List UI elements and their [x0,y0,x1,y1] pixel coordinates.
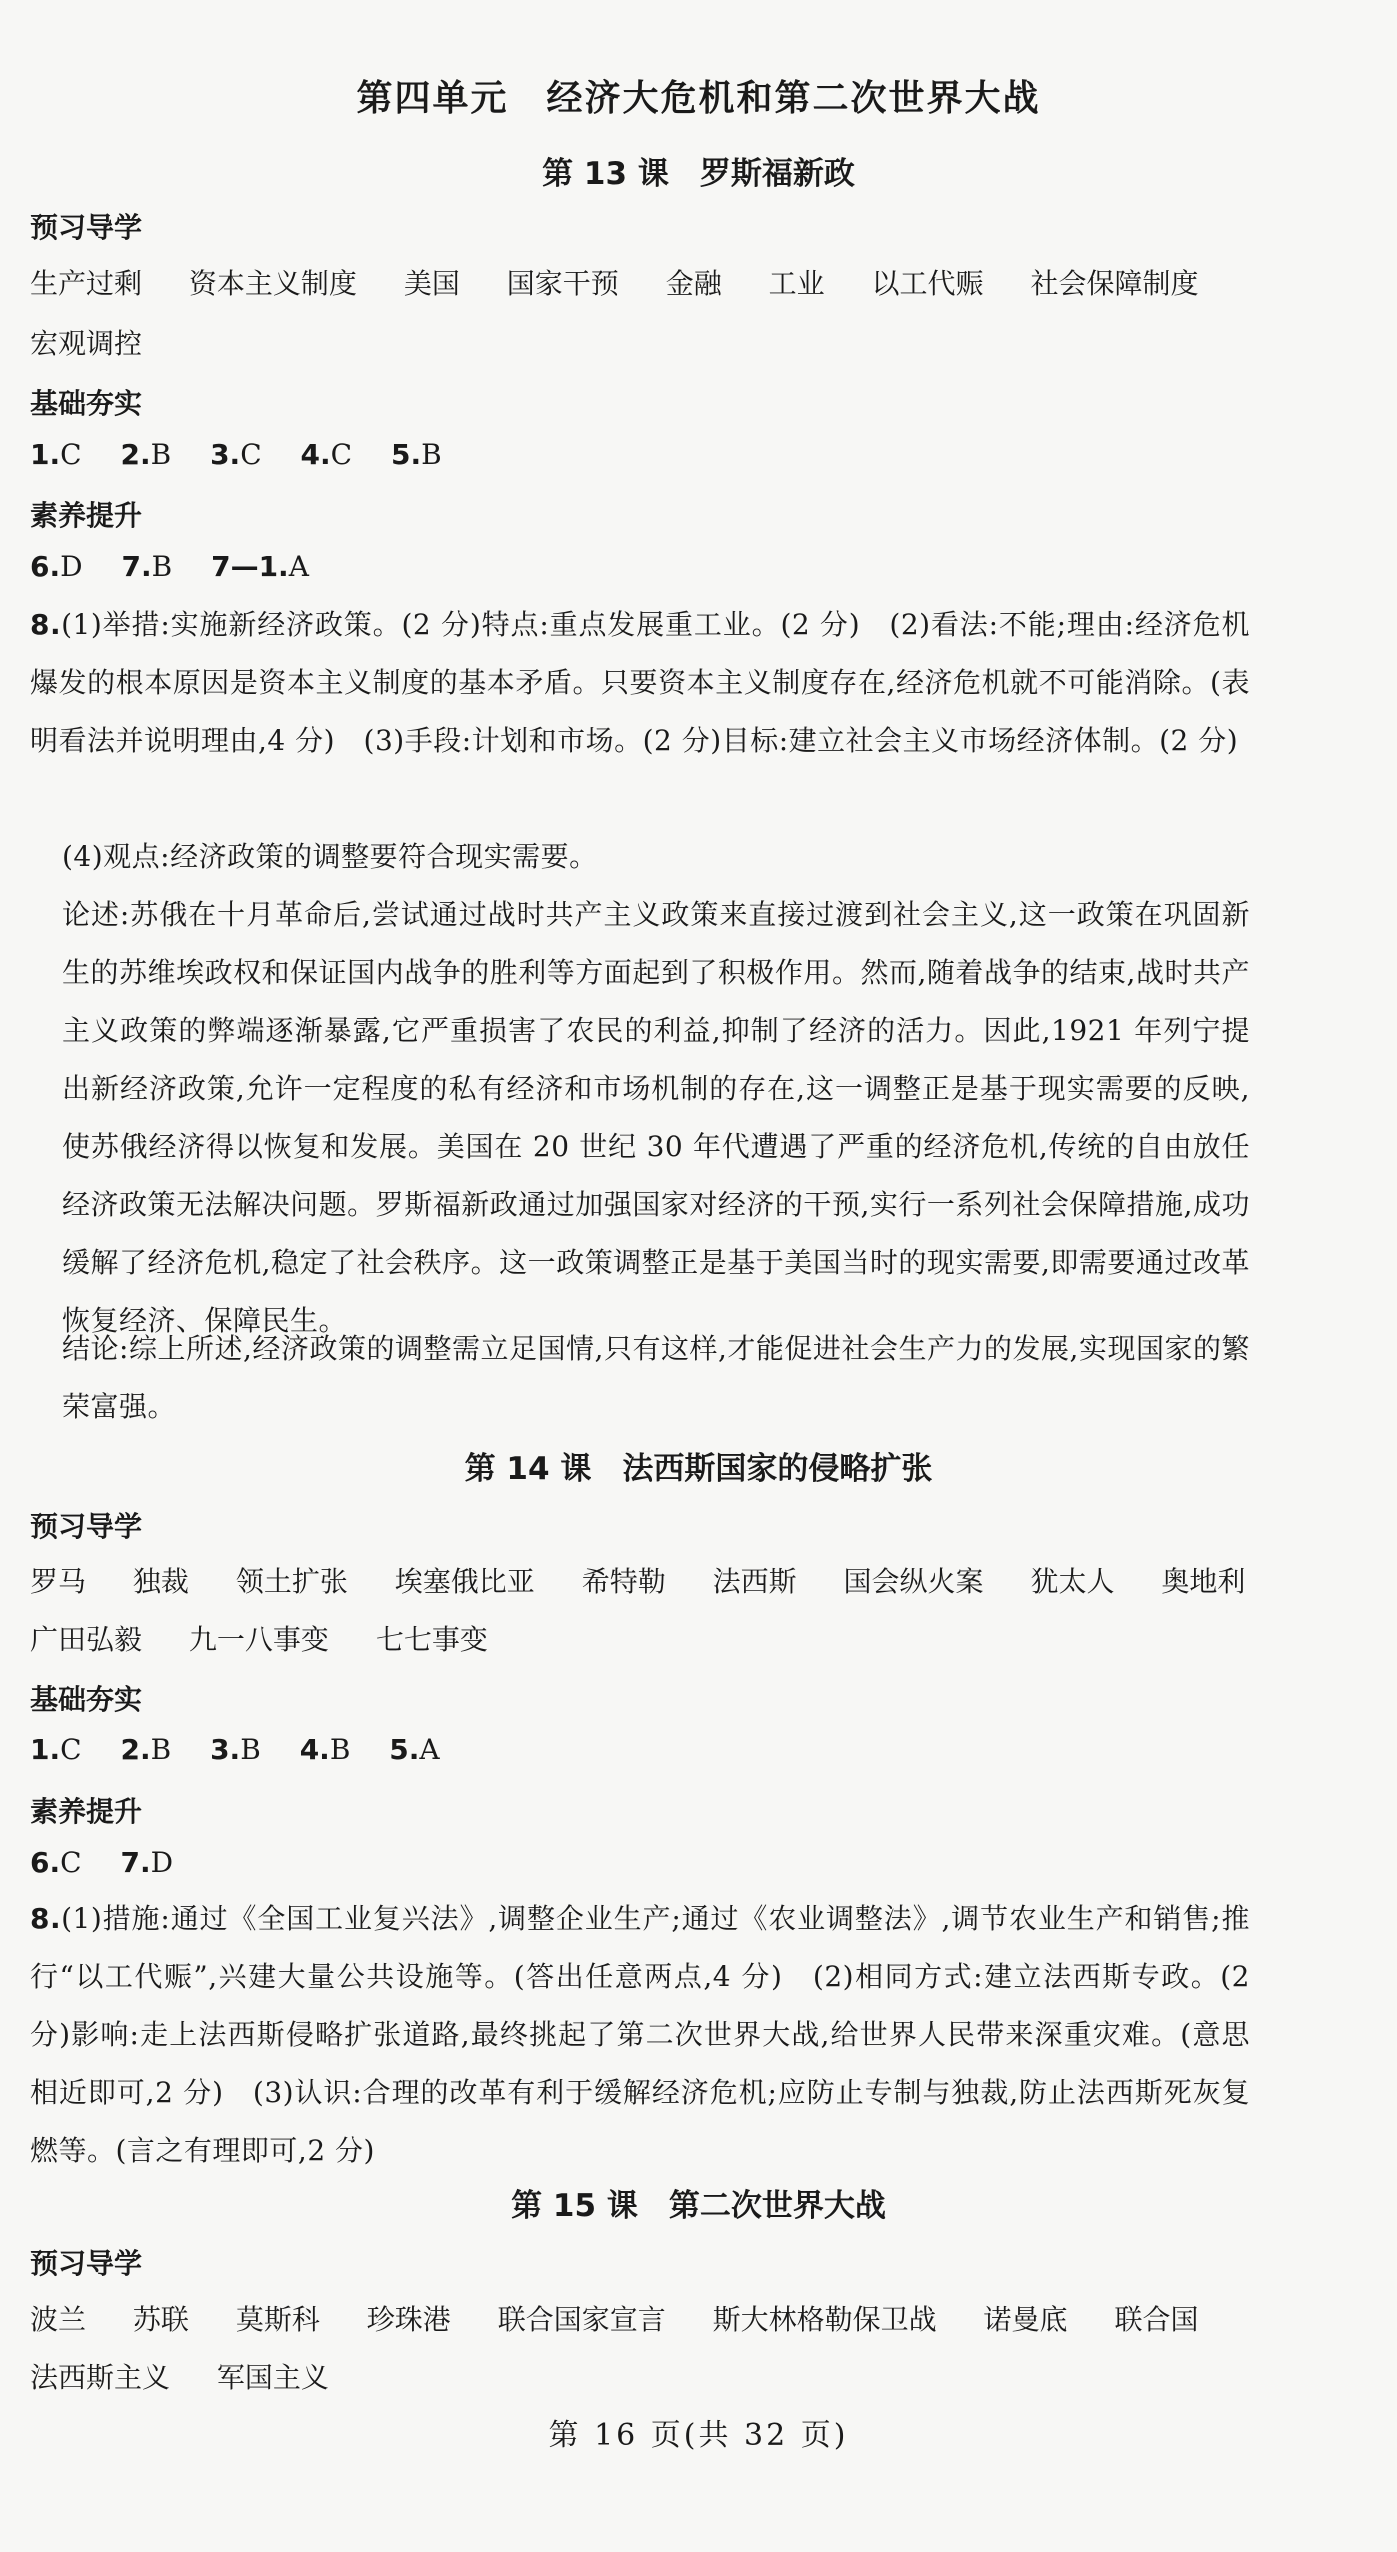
term: 苏联 [132,2303,189,2336]
lesson-15-preview-label: 预习导学 [30,2247,143,2280]
lesson-13-q8-conclusion: 结论:综上所述,经济政策的调整需立足国情,只有这样,才能促进社会生产力的发展,实现国家的繁荣富强。 [62,1332,1250,1423]
term: 埃塞俄比亚 [394,1565,535,1598]
answer-item: 2.B [120,438,172,471]
term: 国家干预 [506,267,619,300]
lesson-13-preview-label: 预习导学 [30,211,143,244]
answer-item: 4.B [299,1733,351,1766]
answer-item: 2.B [120,1733,172,1766]
lesson-14-improve-answers [30,1846,203,1879]
term: 国会纵火案 [843,1565,984,1598]
answer-item: 3.C [210,438,262,471]
term: 诺曼底 [983,2303,1068,2336]
term: 工业 [768,267,825,300]
lesson-13-q8: 8.(1)举措:实施新经济政策。(2 分)特点:重点发展重工业。(2 分) (2)看法:不能;理由:经济危机爆发的根本原因是资本主义制度的基本矛盾。只要资本主义制度存在,经济危机就不可能消除。(表明看法并说明理由,4 分) (3)手段:计划和市场。(2 分)目标:建立社会主义市场经济体制。(2 分) [30,608,1250,757]
term: 法西斯 [712,1565,797,1598]
answer-item: 4.C [300,438,353,471]
lesson-13-basic-label: 基础夯实 [30,387,143,420]
answer-item: 3.B [210,1733,261,1766]
lesson-14-preview-terms-line2 [30,1618,526,1658]
lesson-13-improve-answers [30,550,339,583]
term: 宏观调控 [30,327,143,360]
term: 资本主义制度 [188,267,357,300]
term: 珍珠港 [366,2303,451,2336]
term: 以工代赈 [871,267,984,300]
term: 军国主义 [216,2361,329,2394]
term: 领土扩张 [235,1565,348,1598]
term: 联合国 [1114,2303,1199,2336]
answer-item: 1.C [30,1733,82,1766]
term: 莫斯科 [235,2303,320,2336]
lesson-15-preview-terms [30,2298,1236,2338]
lesson-13-improve-label: 素养提升 [30,499,143,532]
answer-item: 5.B [391,438,442,471]
term: 九一八事变 [188,1623,329,1656]
lesson-13-q8-argument: 论述:苏俄在十月革命后,尝试通过战时共产主义政策来直接过渡到社会主义,这一政策在巩固新生的苏维埃政权和保证国内战争的胜利等方面起到了积极作用。然而,随着战争的结束,战时共产主义政策的弊端逐渐暴露,它严重损害了农民的利益,抑制了经济的活力。因此,1921 年列宁提出新经济政策,允许一定程度的私有经济和市场机制的存在,这一调整正是基于现实需要的反映,使苏俄经济得以恢复和发展。美国在 20 世纪 30 年代遭遇了严重的经济危机,传统的自由放任经济政策无法解决问题。罗斯福新政通过加强国家对经济的干预,实行一系列社会保障措施,成功缓解了经济危机,稳定了社会秩序。这一政策调整正是基于美国当时的现实需要,即需要通过改革恢复经济、保障民生。 [62,898,1250,1337]
term: 罗马 [30,1565,87,1598]
term: 社会保障制度 [1030,267,1199,300]
answer-item: 7.D [120,1846,174,1879]
term: 独裁 [132,1565,189,1598]
answer-item: 6.D [30,550,83,583]
term: 联合国家宣言 [497,2303,666,2336]
answer-item: 5.A [389,1733,440,1766]
lesson-14-improve-label: 素养提升 [30,1795,143,1828]
lesson-13-preview-terms [30,262,1236,302]
lesson-14-preview-terms [30,1560,1283,1600]
lesson-14-basic-label: 基础夯实 [30,1683,143,1716]
term: 生产过剩 [30,267,143,300]
term: 广田弘毅 [30,1623,143,1656]
term: 法西斯主义 [30,2361,171,2394]
lesson-14-q8: 8.(1)措施:通过《全国工业复兴法》,调整企业生产;通过《农业调整法》,调节农业生产和销售;推行“以工代赈”,兴建大量公共设施等。(答出任意两点,4 分) (2)相同方式:建立法西斯专政。(2 分)影响:走上法西斯侵略扩张道路,最终挑起了第二次世界大战,给世界人民带来深重灾难。(意思相近即可,2 分) (3)认识:合理的改革有利于缓解经济危机;应防止专制与独裁,防止法西斯死灰复燃等。(言之有理即可,2 分) [30,1902,1250,2167]
answer-item: 7.B [121,550,173,583]
lesson-15-title: 第 15 课 第二次世界大战 [511,2188,886,2224]
term: 奥地利 [1161,1565,1246,1598]
lesson-13-basic-answers [30,438,472,471]
page-footer: 第 16 页(共 32 页) [548,2418,849,2453]
term: 美国 [403,267,460,300]
answer-item: 7—1.A [211,550,309,583]
term: 斯大林格勒保卫战 [712,2303,937,2336]
term: 波兰 [30,2303,87,2336]
answer-item: 6.C [30,1846,82,1879]
answer-item: 1.C [30,438,82,471]
lesson-14-title: 第 14 课 法西斯国家的侵略扩张 [464,1451,933,1487]
unit-title: 第四单元 经济大危机和第二次世界大战 [356,78,1041,119]
lesson-15-preview-terms-line2 [30,2356,367,2396]
lesson-13-q8-part4: (4)观点:经济政策的调整要符合现实需要。 [62,840,598,873]
lesson-13-preview-terms-line2 [30,322,180,362]
term: 希特勒 [581,1565,666,1598]
lesson-14-basic-answers [30,1733,470,1766]
term: 七七事变 [375,1623,488,1656]
lesson-13-title: 第 13 课 罗斯福新政 [542,156,855,192]
term: 犹太人 [1030,1565,1115,1598]
term: 金融 [665,267,722,300]
lesson-14-preview-label: 预习导学 [30,1510,143,1543]
